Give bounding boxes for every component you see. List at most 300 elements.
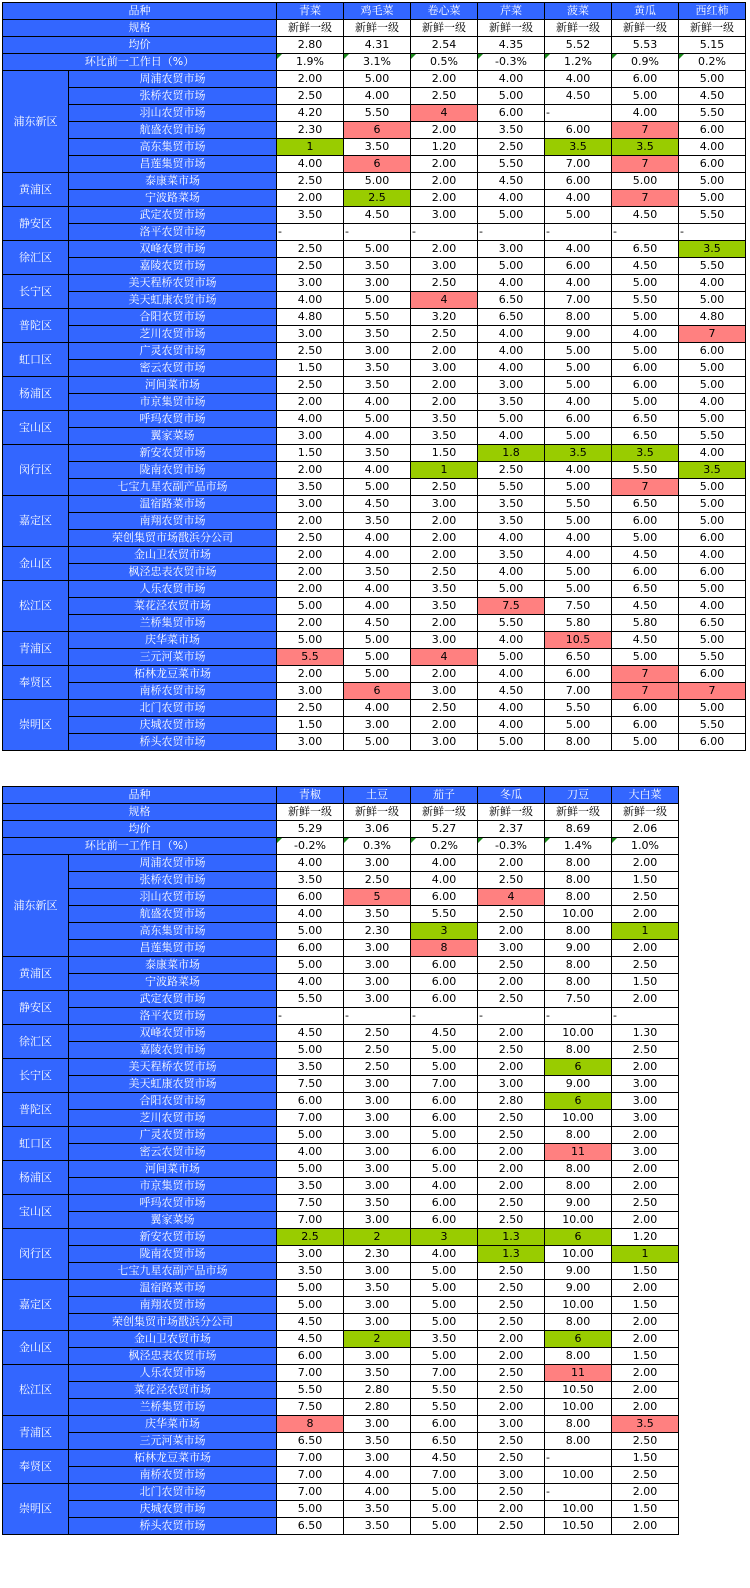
price-cell: 3.00: [344, 1263, 411, 1280]
market-name: 温宿路菜市场: [69, 496, 277, 513]
price-cell: 2.50: [612, 889, 679, 906]
market-row: [3, 88, 746, 105]
price-cell: 6.00: [612, 700, 679, 717]
price-cell: 4.00: [277, 292, 344, 309]
price-cell: 2.00: [612, 1059, 679, 1076]
price-cell: 3.00: [478, 1467, 545, 1484]
market-name: 北门农贸市场: [69, 700, 277, 717]
price-cell: 4: [411, 105, 478, 122]
district-cell: 浦东新区: [3, 855, 69, 957]
empty-cell: [679, 1314, 746, 1331]
change-pct-cell: -0.3%: [478, 54, 545, 71]
spec-cell: 新鲜一级: [679, 20, 746, 37]
price-cell: 4.00: [478, 530, 545, 547]
price-cell: 8.00: [545, 923, 612, 940]
price-cell: 1.50: [612, 1297, 679, 1314]
price-cell: 3.00: [344, 1348, 411, 1365]
district-cell: 青浦区: [3, 632, 69, 666]
price-cell: 3.50: [344, 139, 411, 156]
market-name: 陇南农贸市场: [69, 462, 277, 479]
price-cell: 8.00: [545, 872, 612, 889]
price-cell: 7.00: [277, 1450, 344, 1467]
price-cell: 11: [545, 1365, 612, 1382]
price-cell: 2.50: [411, 88, 478, 105]
market-row: [3, 139, 746, 156]
market-name: 双峰农贸市场: [69, 1025, 277, 1042]
price-cell: 2.00: [612, 1331, 679, 1348]
price-cell: 6.50: [478, 309, 545, 326]
price-cell: 2.00: [478, 1144, 545, 1161]
header-row: [3, 787, 746, 804]
price-cell: 3.00: [411, 258, 478, 275]
row-label: 规格: [3, 20, 277, 37]
price-cell: 7.00: [545, 156, 612, 173]
price-cell: 2.80: [344, 1399, 411, 1416]
price-cell: 2.00: [612, 1518, 679, 1535]
price-cell: 2.50: [478, 1110, 545, 1127]
market-row: [3, 1229, 746, 1246]
market-name: 周浦农贸市场: [69, 71, 277, 88]
price-cell: 7.50: [545, 991, 612, 1008]
price-cell: 4.50: [545, 88, 612, 105]
price-cell: 7.00: [545, 292, 612, 309]
price-cell: 2.30: [344, 1246, 411, 1263]
price-cell: -: [545, 1008, 612, 1025]
market-row: [3, 1144, 746, 1161]
price-cell: 8.00: [545, 1127, 612, 1144]
price-cell: 8.00: [545, 1314, 612, 1331]
price-cell: 2.50: [612, 957, 679, 974]
avg-price-cell: 5.27: [411, 821, 478, 838]
market-row: [3, 991, 746, 1008]
market-row: [3, 122, 746, 139]
avg-price-cell: 4.31: [344, 37, 411, 54]
price-cell: 2.50: [411, 700, 478, 717]
market-name: 高东集贸市场: [69, 923, 277, 940]
price-cell: 4.80: [277, 309, 344, 326]
price-cell: 7.00: [545, 683, 612, 700]
price-cell: 4.50: [277, 1025, 344, 1042]
price-cell: 6: [545, 1331, 612, 1348]
market-name: 兰桥集贸市场: [69, 615, 277, 632]
market-name: 芝川农贸市场: [69, 326, 277, 343]
change-pct-cell: 0.2%: [679, 54, 746, 71]
market-name: 洛平农贸市场: [69, 224, 277, 241]
price-cell: 2.50: [478, 1484, 545, 1501]
price-cell: 1.50: [612, 1263, 679, 1280]
district-cell: 金山区: [3, 547, 69, 581]
market-name: 金山卫农贸市场: [69, 1331, 277, 1348]
price-cell: 2.00: [612, 1280, 679, 1297]
market-row: [3, 615, 746, 632]
row-label: 品种: [3, 3, 277, 20]
price-cell: 6.50: [478, 292, 545, 309]
market-row: [3, 190, 746, 207]
price-cell: 7: [612, 683, 679, 700]
empty-cell: [679, 1399, 746, 1416]
price-cell: 2.00: [478, 1399, 545, 1416]
price-cell: 5.50: [679, 649, 746, 666]
market-name: 柘林龙豆菜市场: [69, 1450, 277, 1467]
price-cell: 5.50: [478, 156, 545, 173]
price-cell: 3.5: [545, 139, 612, 156]
price-cell: 4.80: [679, 309, 746, 326]
price-cell: 6.00: [277, 1093, 344, 1110]
market-row: [3, 1416, 746, 1433]
price-cell: 4.00: [478, 360, 545, 377]
product-header: 鸡毛菜: [344, 3, 411, 20]
empty-cell: [679, 889, 746, 906]
price-cell: 4.00: [612, 105, 679, 122]
market-name: 南桥农贸市场: [69, 1467, 277, 1484]
price-cell: 2.00: [277, 190, 344, 207]
price-cell: 2.00: [411, 513, 478, 530]
price-cell: 10.00: [545, 1467, 612, 1484]
district-cell: 杨浦区: [3, 377, 69, 411]
market-name: 新安农贸市场: [69, 1229, 277, 1246]
price-cell: 5.00: [478, 649, 545, 666]
empty-cell: [679, 1127, 746, 1144]
avg-price-cell: 4.35: [478, 37, 545, 54]
market-name: 广灵农贸市场: [69, 1127, 277, 1144]
price-cell: 10.00: [545, 1110, 612, 1127]
price-cell: 2.50: [277, 377, 344, 394]
product-header: 刀豆: [545, 787, 612, 804]
price-cell: 4.50: [612, 258, 679, 275]
header-row: [3, 838, 746, 855]
price-cell: -: [478, 1008, 545, 1025]
price-cell: 2.00: [277, 564, 344, 581]
price-cell: 2.5: [277, 1229, 344, 1246]
price-cell: 2.00: [411, 343, 478, 360]
price-cell: 4.00: [277, 906, 344, 923]
row-label: 品种: [3, 787, 277, 804]
price-cell: 5.00: [545, 581, 612, 598]
market-name: 羽山农贸市场: [69, 889, 277, 906]
price-cell: 3.00: [277, 496, 344, 513]
market-name: 七宝九星农副产品市场: [69, 1263, 277, 1280]
price-cell: -: [277, 1008, 344, 1025]
empty-cell: [679, 1263, 746, 1280]
price-cell: 2.00: [411, 173, 478, 190]
price-cell: 10.00: [545, 1025, 612, 1042]
market-row: [3, 1093, 746, 1110]
empty-cell: [679, 1467, 746, 1484]
price-cell: 2.00: [478, 1331, 545, 1348]
price-cell: 2.50: [478, 906, 545, 923]
empty-cell: [679, 1144, 746, 1161]
price-cell: 10.50: [545, 1382, 612, 1399]
price-cell: 5.00: [545, 513, 612, 530]
price-cell: -: [344, 224, 411, 241]
market-row: [3, 717, 746, 734]
price-cell: 4: [411, 292, 478, 309]
price-cell: 4.50: [277, 1314, 344, 1331]
price-cell: 5.00: [679, 292, 746, 309]
price-table-2: [2, 786, 746, 1535]
price-cell: 4.00: [277, 1144, 344, 1161]
price-cell: 6.00: [411, 1144, 478, 1161]
market-row: [3, 581, 746, 598]
market-row: [3, 906, 746, 923]
price-cell: 5.50: [411, 906, 478, 923]
market-name: 泰康菜市场: [69, 173, 277, 190]
market-name: 金山卫农贸市场: [69, 547, 277, 564]
price-cell: 5.00: [679, 581, 746, 598]
price-cell: 1.20: [612, 1229, 679, 1246]
price-cell: 2.50: [478, 1042, 545, 1059]
market-name: 兰桥集贸市场: [69, 1399, 277, 1416]
price-cell: 6.00: [679, 666, 746, 683]
price-cell: 3.50: [478, 122, 545, 139]
price-cell: 7.00: [277, 1110, 344, 1127]
price-cell: 4.00: [411, 1178, 478, 1195]
price-cell: 3.00: [411, 683, 478, 700]
district-cell: 普陀区: [3, 1093, 69, 1127]
empty-cell: [679, 1348, 746, 1365]
market-name: 呼玛农贸市场: [69, 411, 277, 428]
price-cell: 5.00: [545, 717, 612, 734]
price-cell: 1.8: [478, 445, 545, 462]
product-header: 芹菜: [478, 3, 545, 20]
price-cell: 4.00: [411, 855, 478, 872]
market-name: 市京集贸市场: [69, 1178, 277, 1195]
price-cell: 3.5: [679, 241, 746, 258]
price-cell: 6.50: [277, 1433, 344, 1450]
price-cell: 6.00: [277, 1348, 344, 1365]
price-cell: 4.00: [344, 700, 411, 717]
market-name: 庆城农贸市场: [69, 1501, 277, 1518]
price-cell: 2.00: [612, 1365, 679, 1382]
price-cell: 4.00: [344, 547, 411, 564]
price-cell: 5.00: [344, 71, 411, 88]
price-cell: 2.50: [478, 1127, 545, 1144]
price-cell: 5.00: [277, 1501, 344, 1518]
market-name: 桥头农贸市场: [69, 734, 277, 751]
district-cell: 嘉定区: [3, 496, 69, 547]
price-cell: 3.50: [478, 394, 545, 411]
price-cell: 8: [411, 940, 478, 957]
spec-cell: 新鲜一级: [478, 20, 545, 37]
market-name: 洛平农贸市场: [69, 1008, 277, 1025]
price-cell: 4.00: [545, 530, 612, 547]
price-cell: 2.50: [612, 1195, 679, 1212]
market-name: 羽山农贸市场: [69, 105, 277, 122]
empty-cell: [679, 855, 746, 872]
price-cell: 5.00: [277, 923, 344, 940]
empty-cell: [679, 1331, 746, 1348]
price-cell: 2.50: [411, 275, 478, 292]
price-cell: 5.00: [545, 377, 612, 394]
market-row: [3, 1501, 746, 1518]
price-cell: 3.00: [612, 1110, 679, 1127]
price-cell: 2.50: [277, 258, 344, 275]
change-pct-cell: 1.2%: [545, 54, 612, 71]
price-cell: 2.50: [478, 139, 545, 156]
price-cell: 3.00: [344, 1144, 411, 1161]
price-cell: 4.00: [478, 564, 545, 581]
empty-cell: [679, 872, 746, 889]
price-cell: 4.00: [478, 275, 545, 292]
price-cell: 4.00: [344, 530, 411, 547]
price-cell: 10.00: [545, 1246, 612, 1263]
price-cell: 4.00: [277, 156, 344, 173]
price-cell: 4.00: [411, 1246, 478, 1263]
price-cell: 5.00: [277, 598, 344, 615]
price-cell: 3.50: [277, 1178, 344, 1195]
price-cell: 2.00: [411, 241, 478, 258]
price-cell: 3.00: [344, 1076, 411, 1093]
price-cell: 3.00: [411, 496, 478, 513]
market-row: [3, 1263, 746, 1280]
price-cell: 3.50: [411, 598, 478, 615]
district-cell: 杨浦区: [3, 1161, 69, 1195]
market-row: [3, 1161, 746, 1178]
price-cell: 5.50: [344, 309, 411, 326]
empty-cell: [679, 1076, 746, 1093]
price-cell: 5.00: [277, 1280, 344, 1297]
price-cell: 4.50: [679, 88, 746, 105]
price-cell: 5: [344, 889, 411, 906]
price-cell: 7.00: [277, 1484, 344, 1501]
price-cell: 2.00: [612, 1314, 679, 1331]
price-cell: 2.50: [478, 1297, 545, 1314]
market-row: [3, 1178, 746, 1195]
price-cell: 5.50: [411, 1382, 478, 1399]
empty-cell: [679, 838, 746, 855]
price-cell: 3.50: [411, 581, 478, 598]
market-row: [3, 1127, 746, 1144]
price-cell: 2.50: [478, 1382, 545, 1399]
price-cell: 8: [277, 1416, 344, 1433]
price-cell: -: [612, 1008, 679, 1025]
market-name: 人乐农贸市场: [69, 1365, 277, 1382]
price-cell: 2.50: [612, 1042, 679, 1059]
price-cell: 3.50: [478, 496, 545, 513]
price-cell: 4.00: [545, 241, 612, 258]
price-cell: 5.00: [344, 411, 411, 428]
price-cell: 7.00: [411, 1076, 478, 1093]
price-cell: 2.00: [612, 1382, 679, 1399]
price-cell: 6.00: [478, 105, 545, 122]
price-cell: 5.00: [545, 207, 612, 224]
price-cell: 5.00: [612, 173, 679, 190]
price-cell: 2.00: [277, 513, 344, 530]
market-row: [3, 1025, 746, 1042]
market-row: [3, 1280, 746, 1297]
price-cell: 6.00: [411, 957, 478, 974]
avg-price-cell: 5.53: [612, 37, 679, 54]
price-cell: 5.00: [545, 564, 612, 581]
price-cell: 7.50: [277, 1399, 344, 1416]
price-cell: 5.00: [277, 632, 344, 649]
price-cell: 5.00: [545, 428, 612, 445]
market-name: 河间菜市场: [69, 377, 277, 394]
price-cell: 5.00: [679, 360, 746, 377]
row-label: 均价: [3, 821, 277, 838]
price-cell: 2.00: [277, 581, 344, 598]
change-pct-cell: 0.3%: [344, 838, 411, 855]
price-cell: 3.00: [344, 1127, 411, 1144]
product-header: 黄瓜: [612, 3, 679, 20]
price-cell: 5.00: [478, 581, 545, 598]
market-name: 庆城农贸市场: [69, 717, 277, 734]
price-cell: 6.00: [612, 717, 679, 734]
product-header: 青菜: [277, 3, 344, 20]
empty-cell: [679, 1161, 746, 1178]
price-cell: 2.00: [478, 855, 545, 872]
price-cell: 3.00: [344, 1178, 411, 1195]
price-cell: 2.00: [411, 615, 478, 632]
price-cell: 6.00: [411, 1195, 478, 1212]
market-name: 周浦农贸市场: [69, 855, 277, 872]
district-cell: 闵行区: [3, 445, 69, 496]
price-cell: 4.00: [545, 275, 612, 292]
price-cell: 3.00: [344, 1110, 411, 1127]
price-cell: 2.00: [612, 991, 679, 1008]
spec-cell: 新鲜一级: [344, 804, 411, 821]
price-cell: 3.50: [344, 1433, 411, 1450]
price-cell: 4.20: [277, 105, 344, 122]
price-cell: 10.50: [545, 1518, 612, 1535]
price-cell: 2.00: [277, 394, 344, 411]
price-cell: 2.50: [344, 872, 411, 889]
market-row: [3, 632, 746, 649]
price-cell: 5.00: [679, 377, 746, 394]
price-cell: 4.00: [344, 394, 411, 411]
district-cell: 奉贤区: [3, 666, 69, 700]
price-cell: 7: [612, 156, 679, 173]
price-cell: 5.00: [344, 173, 411, 190]
price-cell: 3.50: [344, 1195, 411, 1212]
district-cell: 松江区: [3, 1365, 69, 1416]
change-pct-cell: 1.9%: [277, 54, 344, 71]
price-cell: 2.00: [411, 190, 478, 207]
market-row: [3, 224, 746, 241]
product-header: 西红柿: [679, 3, 746, 20]
empty-cell: [679, 1484, 746, 1501]
price-cell: 2.50: [411, 564, 478, 581]
price-cell: 4.00: [344, 1484, 411, 1501]
market-name: 双峰农贸市场: [69, 241, 277, 258]
price-cell: 2.50: [478, 1433, 545, 1450]
avg-price-cell: 2.80: [277, 37, 344, 54]
market-row: [3, 1450, 746, 1467]
market-row: [3, 173, 746, 190]
empty-cell: [679, 1229, 746, 1246]
price-cell: 5.00: [411, 1314, 478, 1331]
market-name: 芝川农贸市场: [69, 1110, 277, 1127]
price-cell: 2.00: [612, 1127, 679, 1144]
price-cell: 2.00: [612, 906, 679, 923]
price-cell: 5.00: [478, 258, 545, 275]
price-cell: 1.50: [612, 974, 679, 991]
price-cell: 2.00: [411, 156, 478, 173]
price-cell: 5.00: [411, 1501, 478, 1518]
price-cell: 3.50: [344, 360, 411, 377]
price-cell: 3.50: [344, 258, 411, 275]
market-row: [3, 309, 746, 326]
market-name: 菜花泾农贸市场: [69, 1382, 277, 1399]
price-cell: 9.00: [545, 940, 612, 957]
price-cell: 4.00: [545, 190, 612, 207]
price-cell: 2.50: [478, 1365, 545, 1382]
market-name: 广灵农贸市场: [69, 343, 277, 360]
district-cell: 静安区: [3, 207, 69, 241]
price-cell: 5.00: [545, 343, 612, 360]
price-cell: 5.00: [612, 394, 679, 411]
price-cell: 3.5: [612, 1416, 679, 1433]
